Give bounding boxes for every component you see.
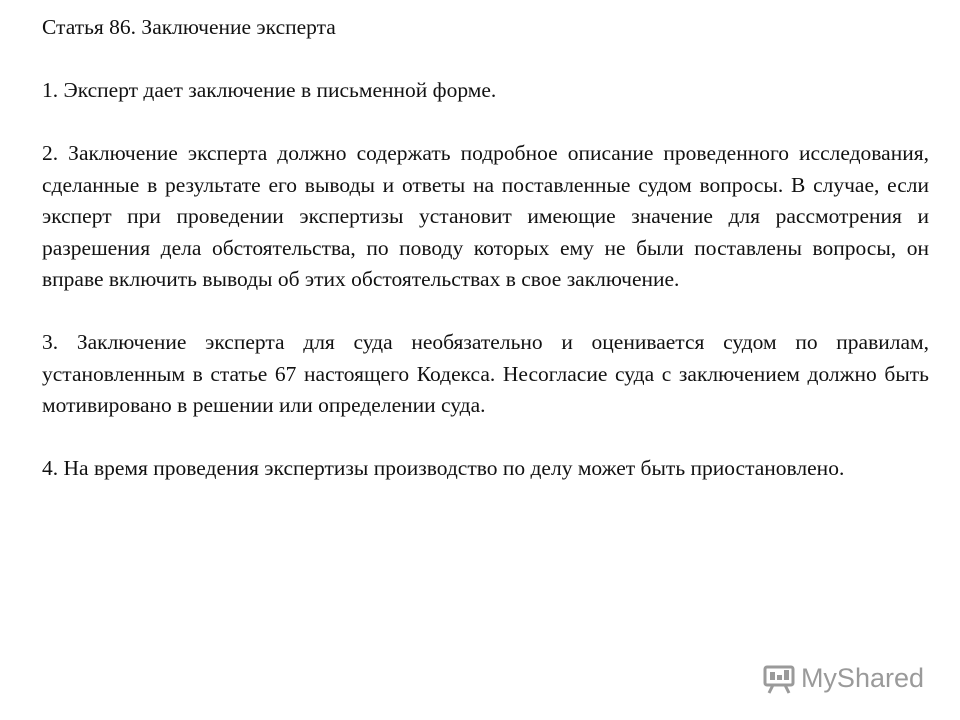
document-page — [42, 12, 929, 485]
watermark-text: MyShared — [800, 663, 924, 693]
paragraph-1: 1. Эксперт дает заключение в письменной форме. — [42, 78, 497, 102]
paragraph-4: 4. На время проведения экспертизы производство по делу может быть приостановлено. — [42, 456, 845, 480]
myshared-watermark — [763, 663, 924, 694]
paragraph-3: 3. Заключение эксперта для суда необязательно и оценивается судом по правилам, установленным в статье 67 настоящего Кодекса. Несогласие суда с заключением должно быть мотивировано в решении или определении суда. — [42, 330, 929, 417]
paragraph-2: 2. Заключение эксперта должно содержать подробное описание проведенного исследования, сделанные в результате его выводы и ответы на поставленные судом вопросы. В случае, если эксперт при проведении экспертизы установит имеющие значение для рассмотрения и разрешения дела обстоятельства, по поводу которых ему не были поставлены вопросы, он вправе включить выводы об этих обстоятельствах в свое заключение. — [42, 141, 929, 291]
article-title: Статья 86. Заключение эксперта — [42, 15, 336, 39]
presentation-board-icon — [763, 664, 795, 694]
